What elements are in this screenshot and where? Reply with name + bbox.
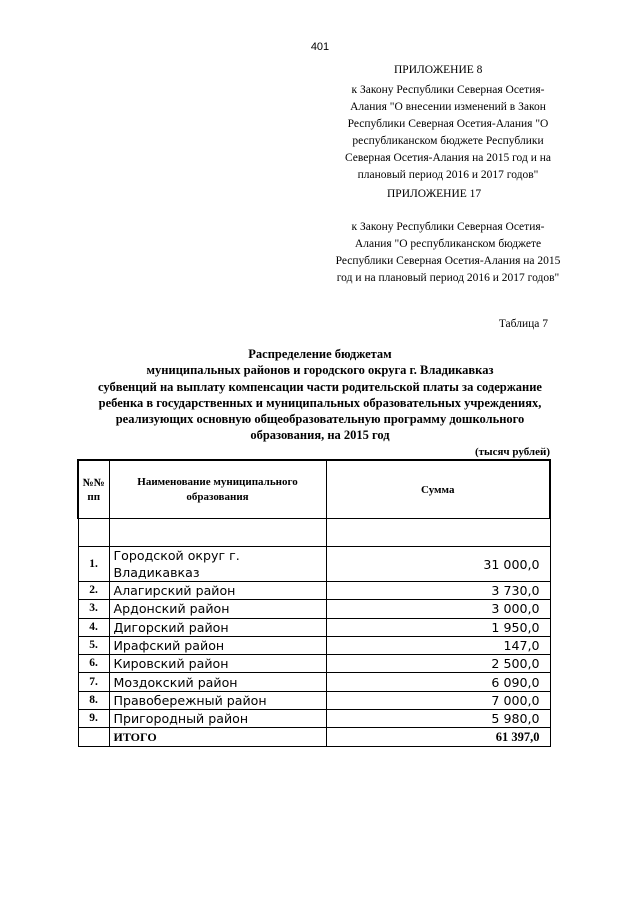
table-row	[78, 691, 550, 709]
row-name: Дигорский район	[109, 618, 326, 636]
row-name: Алагирский район	[109, 582, 326, 600]
row-name: Ардонский район	[109, 600, 326, 618]
spacer-cell	[78, 519, 109, 547]
row-sum: 5 980,0	[326, 710, 550, 728]
appendix-17-title: ПРИЛОЖЕНИЕ 17	[387, 188, 482, 200]
row-number: 1.	[78, 547, 109, 582]
row-number: 8.	[78, 691, 109, 709]
row-sum: 6 090,0	[326, 673, 550, 691]
row-name: Кировский район	[109, 655, 326, 673]
row-number: 9.	[78, 710, 109, 728]
appendix-17-line: Алания "О республиканском бюджете	[354, 238, 542, 250]
row-number: 3.	[78, 600, 109, 618]
appendix-17-line: год и на плановый период 2016 и 2017 годов"	[336, 272, 560, 284]
units-label: (тысяч рублей)	[474, 446, 550, 458]
total-number-cell	[78, 728, 109, 746]
spacer-row	[78, 519, 550, 547]
table-row	[78, 547, 550, 582]
header-number-line1: №№	[82, 476, 105, 489]
title-line: Распределение бюджетам	[248, 347, 392, 361]
row-sum: 3 730,0	[326, 582, 550, 600]
appendix-8-title: ПРИЛОЖЕНИЕ 8	[394, 64, 483, 76]
appendix-17-line: Республики Северная Осетия-Алания на 2015	[335, 255, 561, 267]
row-number: 2.	[78, 582, 109, 600]
spacer-cell	[326, 519, 550, 547]
header-name	[109, 460, 326, 519]
table-row	[78, 710, 550, 728]
row-number: 7.	[78, 673, 109, 691]
row-sum: 1 950,0	[326, 618, 550, 636]
row-name: Ирафский район	[109, 636, 326, 654]
row-sum: 147,0	[326, 636, 550, 654]
header-number	[78, 460, 109, 519]
title-line: реализующих основную общеобразовательную программу дошкольного	[115, 412, 525, 427]
page-number: 401	[310, 41, 330, 53]
table-header-row	[78, 460, 550, 519]
spacer-cell	[109, 519, 326, 547]
row-sum: 31 000,0	[326, 547, 550, 582]
row-sum: 2 500,0	[326, 655, 550, 673]
appendix-17-text	[318, 219, 578, 287]
budget-table	[77, 459, 551, 747]
header-number-line2: пп	[87, 490, 101, 503]
appendix-8-text	[318, 82, 578, 184]
appendix-8-line: Алания "О внесении изменений в Закон	[350, 101, 546, 113]
appendix-17-line: к Закону Республики Северная Осетия-	[351, 221, 545, 233]
header-sum: Сумма	[326, 460, 550, 519]
row-name: Правобережный район	[109, 691, 326, 709]
row-number: 4.	[78, 618, 109, 636]
row-sum: 3 000,0	[326, 600, 550, 618]
table-row	[78, 655, 550, 673]
table-row	[78, 600, 550, 618]
row-number: 6.	[78, 655, 109, 673]
row-sum: 7 000,0	[326, 691, 550, 709]
title-line: образования, на 2015 год	[250, 428, 390, 443]
appendix-8-line: к Закону Республики Северная Осетия-	[351, 84, 545, 96]
total-sum: 61 397,0	[326, 728, 550, 746]
appendix-8-line: Северная Осетия-Алания на 2015 год и на	[344, 152, 551, 164]
table-row	[78, 582, 550, 600]
table-row	[78, 673, 550, 691]
header-name-line1: Наименование муниципального	[137, 475, 298, 488]
appendix-8-line: плановый период 2016 и 2017 годов"	[357, 169, 539, 181]
title-line: ребенка в государственных и муниципальных образовательных учреждениях,	[98, 395, 542, 410]
table-title	[0, 346, 640, 444]
total-row	[78, 728, 550, 746]
total-label: ИТОГО	[109, 728, 326, 746]
header-name-line2: образования	[186, 490, 249, 503]
title-line: субвенций на выплату компенсации части родительской платы за содержание	[98, 379, 542, 394]
appendix-8-line: Республики Северная Осетия-Алания "О	[347, 118, 549, 130]
row-name: Пригородный район	[109, 710, 326, 728]
row-name: Городской округ г. Владикавказ	[109, 547, 326, 582]
table-row	[78, 636, 550, 654]
table-row	[78, 618, 550, 636]
table-label: Таблица 7	[498, 318, 548, 330]
appendix-8-line: республиканском бюджете Республики	[352, 135, 544, 147]
title-line: муниципальных районов и городского округа г. Владикавказ	[146, 363, 494, 378]
row-name: Моздокский район	[109, 673, 326, 691]
row-number: 5.	[78, 636, 109, 654]
